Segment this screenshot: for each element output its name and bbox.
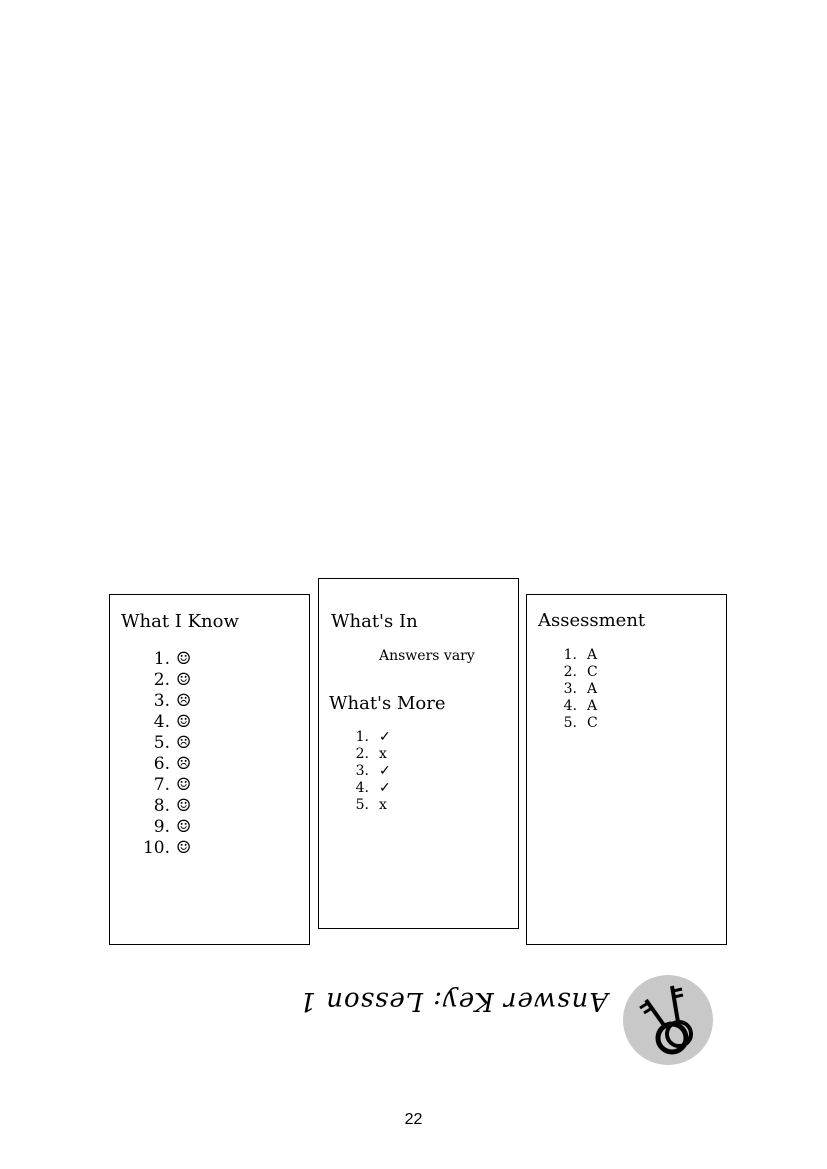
page-number: 22 [404, 1111, 423, 1128]
list-item: 1. ☺ [153, 649, 192, 669]
list-item: 1. A [563, 647, 598, 663]
smiley-icon: ☺ [176, 712, 192, 732]
answer-value: A [587, 647, 598, 663]
list-item: 5. x [355, 797, 387, 813]
answer-key-title: Answer Key: Lesson 1 [298, 986, 608, 1016]
whats-more-heading: What's More [329, 693, 446, 714]
answer-value: x [379, 746, 387, 762]
whats-in-answer: Answers vary [379, 648, 475, 664]
list-item: 3. ✓ [355, 763, 391, 779]
list-item: 4. ☺ [153, 712, 192, 732]
list-item: 9. ☺ [153, 817, 192, 837]
list-item: 4. ✓ [355, 780, 391, 796]
whats-in-box [318, 578, 519, 929]
list-item: 3. ☹ [153, 691, 192, 711]
list-item: 3. A [563, 681, 598, 697]
list-item: 10. ☺ [142, 838, 192, 858]
what-i-know-heading: What I Know [121, 611, 239, 632]
list-item: 7. ☺ [153, 775, 192, 795]
smiley-icon: ☺ [176, 838, 192, 858]
whats-more-list [349, 729, 391, 814]
smiley-icon: ☺ [176, 817, 192, 837]
answer-value: A [587, 681, 598, 697]
frown-icon: ☹ [176, 733, 192, 753]
answer-value: C [587, 664, 598, 680]
list-item: 2. C [563, 664, 598, 680]
assessment-heading: Assessment [538, 610, 646, 631]
smiley-icon: ☺ [176, 670, 192, 690]
check-icon: ✓ [379, 729, 391, 745]
smiley-icon: ☺ [176, 649, 192, 669]
what-i-know-box [109, 594, 310, 945]
what-i-know-list [140, 649, 191, 859]
list-item: 4. A [563, 698, 598, 714]
key-icon [622, 974, 714, 1066]
frown-icon: ☹ [176, 691, 192, 711]
answer-value: x [379, 797, 387, 813]
frown-icon: ☹ [176, 754, 192, 774]
list-item: 5. C [563, 715, 598, 731]
list-item: 6. ☹ [153, 754, 192, 774]
list-item: 1. ✓ [355, 729, 391, 745]
list-item: 8. ☺ [153, 796, 192, 816]
check-icon: ✓ [379, 780, 391, 796]
list-item: 2. x [355, 746, 387, 762]
answer-value: C [587, 715, 598, 731]
key-icon [622, 974, 714, 1066]
smiley-icon: ☺ [176, 796, 192, 816]
check-icon: ✓ [379, 763, 391, 779]
list-item: 5. ☹ [153, 733, 192, 753]
smiley-icon: ☺ [176, 775, 192, 795]
whats-in-heading: What's In [331, 611, 418, 632]
assessment-box [526, 594, 727, 945]
assessment-list [557, 647, 598, 732]
answer-value: A [587, 698, 598, 714]
list-item: 2. ☺ [153, 670, 192, 690]
